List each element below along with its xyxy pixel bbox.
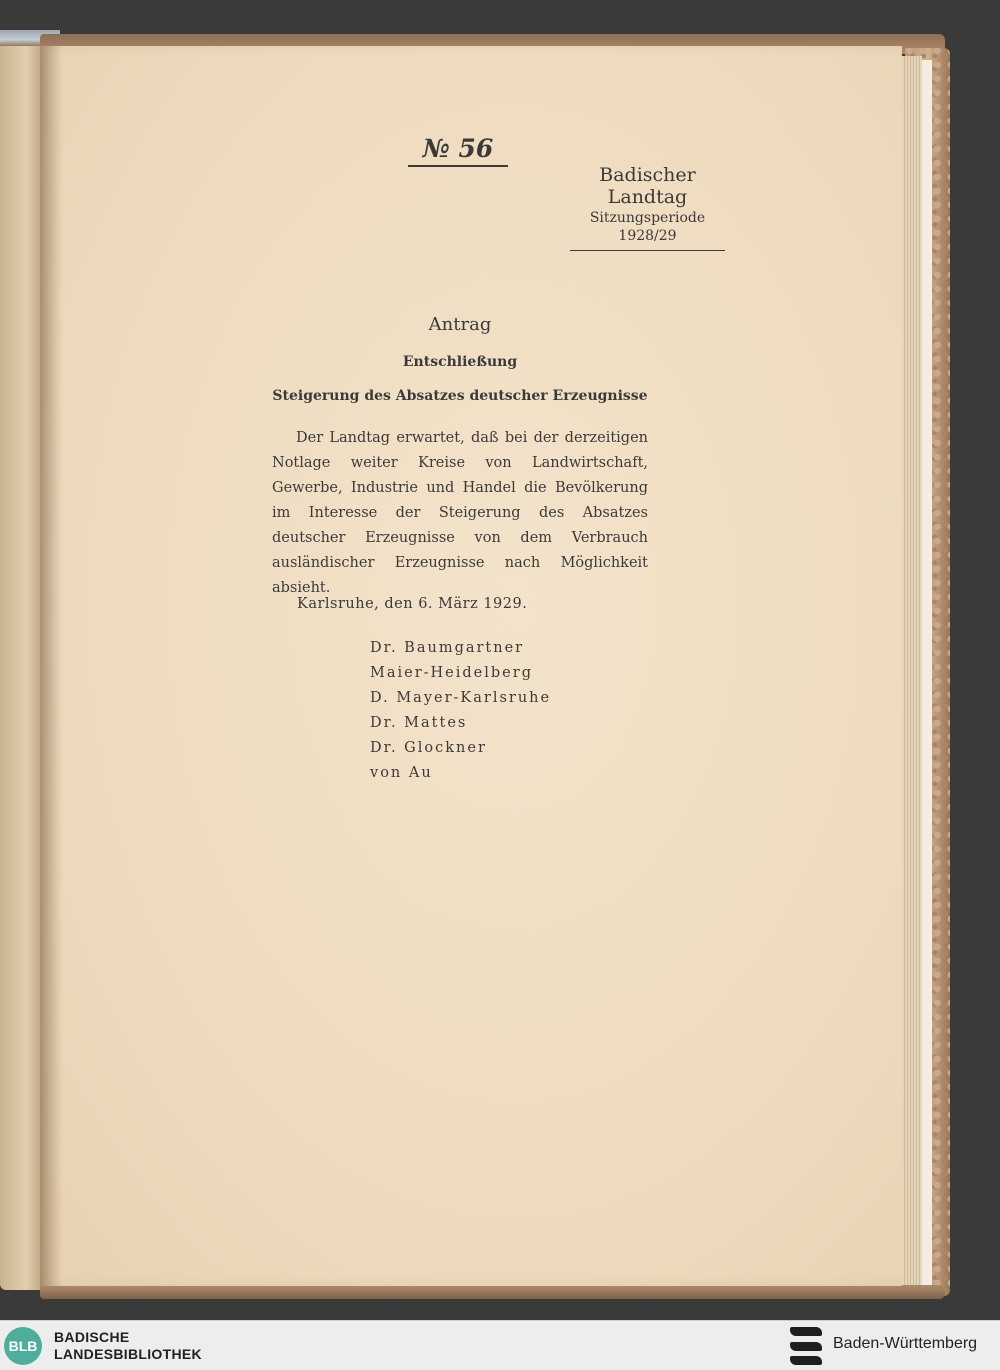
library-name-line2: LANDESBIBLIOTHEK: [54, 1346, 202, 1362]
blb-logo-icon[interactable]: BLB: [4, 1327, 42, 1365]
library-name-line1: BADISCHE: [54, 1329, 130, 1345]
lion-shape: [790, 1327, 822, 1336]
signatory: Dr. Mattes: [370, 715, 468, 731]
lion-shape: [790, 1342, 822, 1351]
document-number: № 56: [408, 134, 508, 167]
header-rule: [570, 250, 725, 251]
signatory: Dr. Baumgartner: [370, 640, 525, 656]
state-name[interactable]: Baden-Württemberg: [833, 1335, 978, 1352]
dateline: Karlsruhe, den 6. März 1929.: [297, 596, 528, 612]
document-type: Antrag: [428, 314, 492, 335]
signatory: von Au: [370, 765, 433, 781]
document-page: [40, 46, 902, 1286]
library-name[interactable]: [54, 1329, 202, 1363]
resolution-paragraph: Der Landtag erwartet, daß bei der derzeitigen Notlage weiter Kreise von Landwirtschaft, Gewerbe, Industrie und Handel die Bevölkerung im Interesse der Steigerung des Absatzes deutscher Erzeugnisse von dem Verbrauch ausländischer Erzeugnisse nach Möglichkeit absieht.: [272, 430, 648, 596]
parliament-header: [560, 164, 735, 251]
document-subtype: Entschließung: [402, 354, 518, 370]
signatory: D. Mayer-Karlsruhe: [370, 690, 552, 706]
page-gutter-shadow: [40, 46, 62, 1286]
session-label: Sitzungsperiode: [589, 210, 706, 226]
footer-bar: [0, 1320, 1000, 1370]
lion-shape: [790, 1356, 822, 1365]
signatory: Dr. Glockner: [370, 740, 487, 756]
parliament-name: Badischer Landtag: [599, 164, 696, 208]
signatories-list: [370, 636, 630, 786]
baden-wuerttemberg-lions-icon[interactable]: [790, 1327, 822, 1365]
resolution-text: [272, 426, 648, 601]
left-page-edge: [0, 40, 44, 1290]
document-subject: Steigerung des Absatzes deutscher Erzeugnisse: [272, 388, 648, 404]
page-edge-white: [922, 60, 932, 1285]
session-years: 1928/29: [618, 228, 677, 244]
signatory: Maier-Heidelberg: [370, 665, 533, 681]
book-cover-bottom: [40, 1285, 945, 1299]
